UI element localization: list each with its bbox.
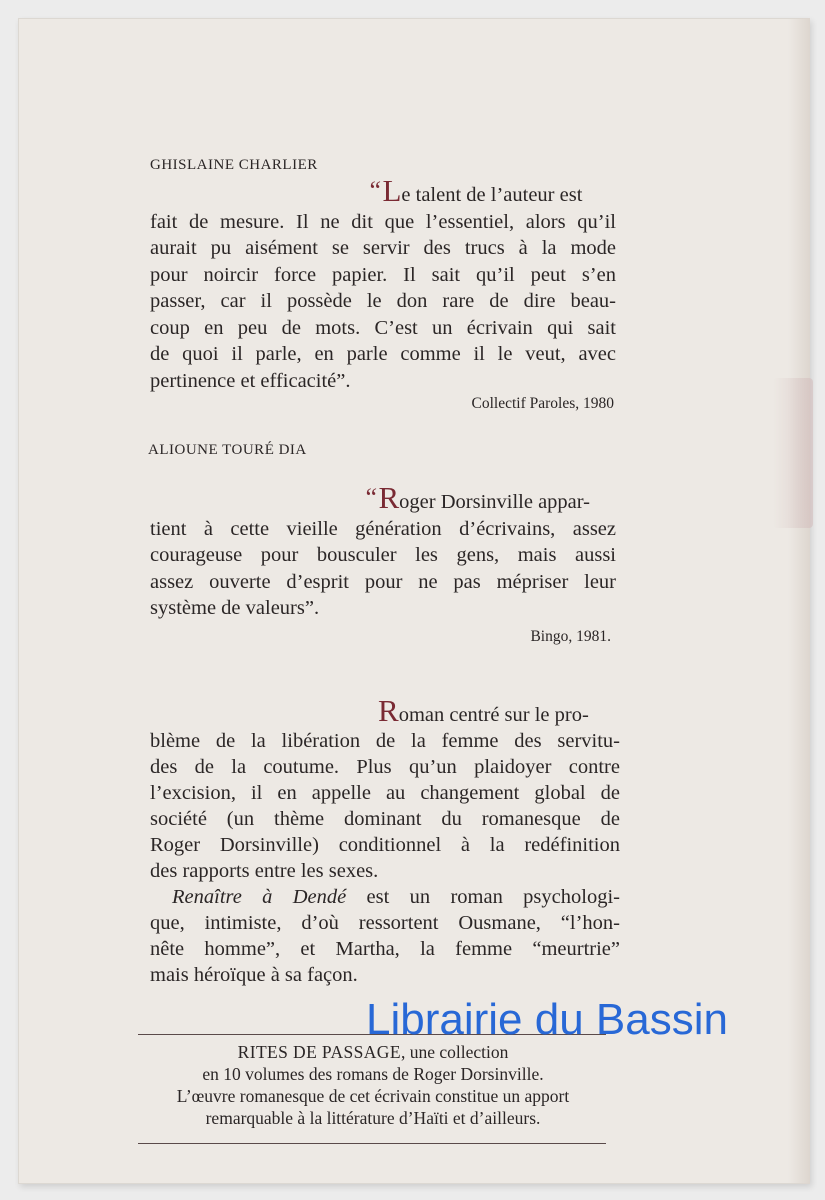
quote2-lead-cap: R bbox=[378, 480, 400, 515]
quote1-source: Collectif Paroles, 1980 bbox=[471, 395, 614, 412]
quote1-line: de quoi il parle, en parle comme il le veut, avec bbox=[150, 343, 616, 365]
quote1-line: fait de mesure. Il ne dit que l’essentiel, alors qu’il bbox=[150, 210, 616, 233]
collection-line: L’œuvre romanesque de cet écrivain constitue un apport bbox=[176, 1086, 570, 1106]
collection-line-rest: , une collection bbox=[400, 1042, 509, 1062]
quote1-line: pour noircir force papier. Il sait qu’il peut s’en bbox=[150, 263, 616, 286]
quote2-line: assez ouverte d’esprit pour ne pas mépriser leur bbox=[150, 570, 616, 593]
description-line: Roger Dorsinville) conditionnel à la redéfinition bbox=[150, 834, 620, 856]
description-line: blème de la libération de la femme des servitu- bbox=[150, 730, 620, 752]
quote1-line: e talent de l’auteur est bbox=[401, 184, 583, 206]
quote1-line: pertinence et efficacité”. bbox=[150, 369, 351, 392]
description-line: l’excision, il en appelle au changement global de bbox=[150, 782, 620, 804]
description-para2-first-line bbox=[150, 884, 620, 910]
cover-stain bbox=[773, 378, 813, 528]
quote1-author: GHISLAINE CHARLIER bbox=[150, 157, 318, 173]
cover-edge-shading bbox=[788, 18, 810, 1184]
quote1-open-mark: “ bbox=[367, 176, 382, 205]
quote2-author: ALIOUNE TOURÉ DIA bbox=[148, 442, 307, 458]
description-line: des de la coutume. Plus qu’un plaidoyer contre bbox=[150, 756, 620, 778]
description-line: est un roman psychologi- bbox=[346, 886, 620, 908]
description-lead-cap: R bbox=[378, 693, 399, 728]
quote2-line: système de valeurs”. bbox=[150, 597, 320, 619]
collection-note bbox=[138, 1041, 608, 1129]
quote1-lead-cap: L bbox=[382, 173, 402, 208]
quote1-line: coup en peu de mots. C’est un écrivain qui sait bbox=[150, 316, 616, 339]
quote1-line: aurait pu aisément se servir des trucs à la mode bbox=[150, 237, 616, 259]
quote2-source: Bingo, 1981. bbox=[530, 628, 611, 645]
description-line: des rapports entre les sexes. bbox=[150, 860, 379, 882]
quote2-line: courageuse pour bousculer les gens, mais aussi bbox=[150, 544, 616, 566]
description-line: oman centré sur le pro- bbox=[398, 704, 589, 726]
quote1-first-line bbox=[150, 175, 616, 209]
quote2-text bbox=[150, 482, 616, 622]
collection-line: remarquable à la littérature d’Haïti et d’ailleurs. bbox=[205, 1108, 541, 1128]
quote2-open-mark: “ bbox=[363, 483, 378, 512]
footer-bottom-rule bbox=[138, 1143, 606, 1144]
collection-name: RITES DE PASSAGE bbox=[237, 1042, 401, 1062]
description-line: mais héroïque à sa façon. bbox=[150, 964, 358, 986]
book-description bbox=[150, 695, 620, 988]
description-first-line bbox=[150, 695, 620, 728]
watermark-text: Librairie du Bassin bbox=[366, 995, 728, 1044]
quote2-line: oger Dorsinville appar- bbox=[399, 491, 591, 513]
quote2-first-line bbox=[150, 482, 616, 516]
book-title: Renaître à Dendé bbox=[172, 886, 347, 908]
collection-line: en 10 volumes des romans de Roger Dorsinville. bbox=[202, 1064, 544, 1084]
description-line: que, intimiste, d’où ressortent Ousmane, “l’hon- bbox=[150, 912, 620, 934]
description-line: nête homme”, et Martha, la femme “meurtrie” bbox=[150, 938, 620, 960]
description-line: société (un thème dominant du romanesque de bbox=[150, 808, 620, 830]
quote1-line: passer, car il possède le don rare de dire beau- bbox=[150, 290, 616, 312]
quote2-line: tient à cette vieille génération d’écrivains, assez bbox=[150, 517, 616, 540]
quote1-text bbox=[150, 175, 616, 394]
